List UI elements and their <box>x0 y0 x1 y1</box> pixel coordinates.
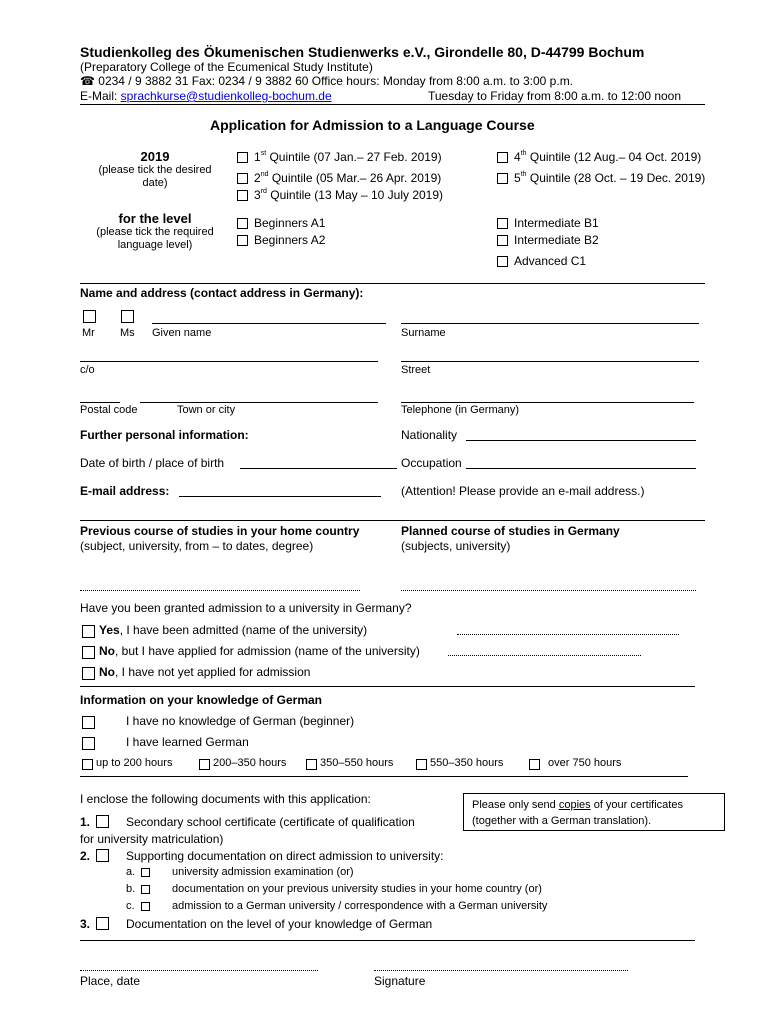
contact-heading: Name and address (contact address in Germany): <box>80 286 364 300</box>
previous-studies-heading: Previous course of studies in your home country <box>80 524 360 538</box>
no-german-checkbox[interactable] <box>82 716 95 729</box>
hours-750-label: over 750 hours <box>548 757 622 769</box>
hours-200-checkbox[interactable] <box>82 759 93 770</box>
ms-label: Ms <box>120 327 135 339</box>
learned-german-checkbox[interactable] <box>82 737 95 750</box>
doc-2b-label: documentation on your previous university studies in your home country (or) <box>172 883 542 895</box>
nationality-field[interactable] <box>466 440 696 441</box>
dob-field[interactable] <box>240 468 397 469</box>
year-hint: (please tick the desired date) <box>98 164 212 189</box>
institute-subtitle: (Preparatory College of the Ecumenical Study Institute) <box>80 60 373 74</box>
planned-studies-field[interactable] <box>401 590 696 591</box>
planned-studies-heading: Planned course of studies in Germany <box>401 524 620 538</box>
hours-550-750-checkbox[interactable] <box>416 759 427 770</box>
mr-checkbox[interactable] <box>83 310 96 323</box>
doc-2a-checkbox[interactable] <box>141 868 150 877</box>
phone-fax-line: ☎ 0234 / 9 3882 31 Fax: 0234 / 9 3882 60 Office hours: Monday from 8:00 a.m. to 3:00 p.m. <box>80 74 574 88</box>
learned-german-label: I have learned German <box>126 735 249 749</box>
divider <box>80 520 705 521</box>
admitted-university-field[interactable] <box>457 634 679 635</box>
quintile-1-label: 1st Quintile (07 Jan.– 27 Feb. 2019) <box>254 150 442 164</box>
doc-2a-label: university admission examination (or) <box>172 866 354 878</box>
email-line <box>80 89 332 103</box>
level-a2-label: Beginners A2 <box>254 233 326 247</box>
quintile-1-checkbox[interactable] <box>237 152 248 163</box>
level-label: for the level <box>118 211 192 226</box>
doc-2b-letter: b. <box>126 883 136 895</box>
email-attention: (Attention! Please provide an e-mail address.) <box>401 484 645 498</box>
copies-note: Please only send copies of your certificates (together with a German translation). <box>463 793 725 831</box>
place-date-field[interactable] <box>80 970 318 971</box>
level-a1-checkbox[interactable] <box>237 218 248 229</box>
quintile-2-label: 2nd Quintile (05 Mar.– 26 Apr. 2019) <box>254 171 442 185</box>
doc-1-number: 1. <box>80 815 91 829</box>
email-field[interactable] <box>179 496 381 497</box>
admission-question: Have you been granted admission to a university in Germany? <box>80 601 412 615</box>
telephone-field[interactable] <box>401 402 694 403</box>
form-title: Application for Admission to a Language Course <box>210 117 535 133</box>
admitted-yes-label: Yes, I have been admitted (name of the university) <box>99 623 368 637</box>
street-label: Street <box>401 364 431 376</box>
hours-350-550-label: 350–550 hours <box>320 757 394 769</box>
given-name-field[interactable] <box>152 323 386 324</box>
co-field[interactable] <box>80 361 378 362</box>
hours-200-label: up to 200 hours <box>96 757 173 769</box>
level-b2-checkbox[interactable] <box>497 235 508 246</box>
town-field[interactable] <box>140 402 378 403</box>
quintile-3-label: 3rd Quintile (13 May – 10 July 2019) <box>254 188 444 202</box>
admitted-yes-checkbox[interactable] <box>82 625 95 638</box>
quintile-5-label: 5th Quintile (28 Oct. – 19 Dec. 2019) <box>514 171 706 185</box>
quintile-4-label: 4th Quintile (12 Aug.– 04 Oct. 2019) <box>514 150 702 164</box>
email-link[interactable]: sprachkurse@studienkolleg-bochum.de <box>120 89 332 103</box>
level-b1-label: Intermediate B1 <box>514 216 599 230</box>
mr-label: Mr <box>82 327 95 339</box>
postal-code-field[interactable] <box>80 402 120 403</box>
level-hint: (please tick the required language level) <box>96 226 214 251</box>
doc-1-label: Secondary school certificate (certificate of qualification <box>126 815 415 829</box>
doc-2b-checkbox[interactable] <box>141 885 150 894</box>
level-a1-label: Beginners A1 <box>254 216 326 230</box>
street-field[interactable] <box>401 361 699 362</box>
surname-field[interactable] <box>401 323 699 324</box>
divider <box>80 940 695 941</box>
applied-university-field[interactable] <box>448 655 641 656</box>
hours-550-750-label: 550–350 hours <box>430 757 504 769</box>
not-applied-label: No, I have not yet applied for admission <box>99 665 311 679</box>
quintile-4-checkbox[interactable] <box>497 152 508 163</box>
quintile-5-checkbox[interactable] <box>497 173 508 184</box>
doc-3-label: Documentation on the level of your knowledge of German <box>126 917 433 931</box>
personal-heading: Further personal information: <box>80 428 249 442</box>
level-c1-label: Advanced C1 <box>514 254 587 268</box>
occupation-field[interactable] <box>466 468 696 469</box>
occupation-label: Occupation <box>401 456 462 470</box>
hours-200-350-checkbox[interactable] <box>199 759 210 770</box>
header-divider <box>80 104 705 105</box>
doc-2a-letter: a. <box>126 866 136 878</box>
doc-2c-letter: c. <box>126 900 135 912</box>
doc-2-number: 2. <box>80 849 91 863</box>
given-name-label: Given name <box>152 327 212 339</box>
email-field-label: E-mail address: <box>80 484 170 498</box>
applied-label: No, but I have applied for admission (name of the university) <box>99 644 420 658</box>
nationality-label: Nationality <box>401 428 458 442</box>
doc-2c-label: admission to a German university / correspondence with a German university <box>172 900 548 912</box>
doc-3-checkbox[interactable] <box>96 917 109 930</box>
telephone-label: Telephone (in Germany) <box>401 404 520 416</box>
level-a2-checkbox[interactable] <box>237 235 248 246</box>
level-b1-checkbox[interactable] <box>497 218 508 229</box>
previous-studies-hint: (subject, university, from – to dates, degree) <box>80 539 314 553</box>
divider <box>80 686 695 687</box>
email-label: E-Mail: <box>80 89 121 103</box>
place-date-label: Place, date <box>80 974 141 988</box>
divider <box>80 283 705 284</box>
surname-label: Surname <box>401 327 446 339</box>
postal-code-label: Postal code <box>80 404 138 416</box>
doc-2c-checkbox[interactable] <box>141 902 150 911</box>
hours-200-350-label: 200–350 hours <box>213 757 287 769</box>
no-german-label: I have no knowledge of German (beginner) <box>126 714 355 728</box>
year-label: 2019 <box>140 149 170 164</box>
planned-studies-hint: (subjects, university) <box>401 539 511 553</box>
level-b2-label: Intermediate B2 <box>514 233 599 247</box>
doc-1-label-cont: for university matriculation) <box>80 832 224 846</box>
office-hours-2: Tuesday to Friday from 8:00 a.m. to 12:00 noon <box>428 89 682 103</box>
not-applied-checkbox[interactable] <box>82 667 95 680</box>
town-label: Town or city <box>177 404 236 416</box>
institute-title: Studienkolleg des Ökumenischen Studienwerks e.V., Girondelle 80, D-44799 Bochum <box>80 44 645 60</box>
documents-intro: I enclose the following documents with this application: <box>80 792 371 806</box>
signature-label: Signature <box>374 974 426 988</box>
german-heading: Information on your knowledge of German <box>80 693 323 707</box>
signature-field[interactable] <box>374 970 628 971</box>
doc-3-number: 3. <box>80 917 91 931</box>
applied-checkbox[interactable] <box>82 646 95 659</box>
co-label: c/o <box>80 364 95 376</box>
dob-label: Date of birth / place of birth <box>80 456 225 470</box>
previous-studies-field[interactable] <box>80 590 360 591</box>
quintile-3-checkbox[interactable] <box>237 190 248 201</box>
hours-750-checkbox[interactable] <box>529 759 540 770</box>
doc-1-checkbox[interactable] <box>96 815 109 828</box>
ms-checkbox[interactable] <box>121 310 134 323</box>
doc-2-checkbox[interactable] <box>96 849 109 862</box>
level-c1-checkbox[interactable] <box>497 256 508 267</box>
doc-2-label: Supporting documentation on direct admission to university: <box>126 849 444 863</box>
hours-350-550-checkbox[interactable] <box>306 759 317 770</box>
quintile-2-checkbox[interactable] <box>237 173 248 184</box>
divider <box>80 776 688 777</box>
